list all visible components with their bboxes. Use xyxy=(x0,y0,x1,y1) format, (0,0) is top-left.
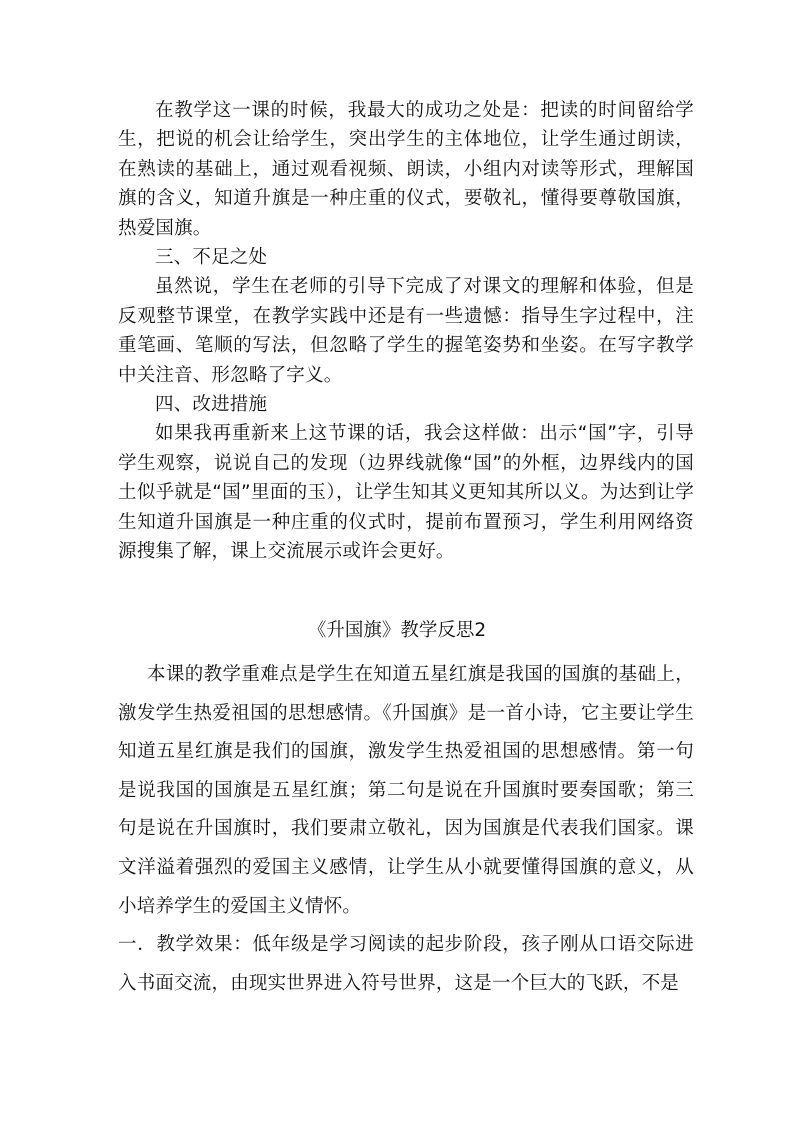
reflection-section-1 xyxy=(118,96,694,567)
document-title-2: 《升国旗》教学反思2 xyxy=(307,620,487,641)
heading-improvements: 四、改进措施 xyxy=(155,394,268,416)
heading-shortcomings: 三、不足之处 xyxy=(155,247,268,269)
paragraph-improvements: 如果我再重新来上这节课的话，我会这样做：出示“国”字，引导学生观察，说说自己的发现（边界线就像“国”的外框，边界线内的国土似乎就是“国”里面的玉），让学生知其义更知其所以义。为达到让学生知道升国旗是一种庄重的仪式时，提前布置预习，学生利用网络资源搜集了解，课上交流展示或许会更好。 xyxy=(118,423,694,563)
paragraph-intro: 本课的教学重难点是学生在知道五星红旗是我国的国旗的基础上，激发学生热爱祖国的思想感情。《升国旗》是一首小诗，它主要让学生知道五星红旗是我们的国旗，激发学生热爱祖国的思想感情。第一句是说我国的国旗是五星红旗；第二句是说在升国旗时要奏国歌；第三句是说在升国旗时，我们要肃立敬礼，因为国旗是代表我们国家。课文洋溢着强烈的爱国主义感情，让学生从小就要懂得国旗的意义，从小培养学生的爱国主义情怀。 xyxy=(118,664,694,917)
paragraph-success: 在教学这一课的时候，我最大的成功之处是：把读的时间留给学生，把说的机会让给学生，突出学生的主体地位，让学生通过朗读，在熟读的基础上，通过观看视频、朗读，小组内对读等形式，理解国旗的含义，知道升旗是一种庄重的仪式，要敬礼，懂得要尊敬国旗，热爱国旗。 xyxy=(118,100,694,239)
paragraph-shortcomings: 虽然说，学生在老师的引导下完成了对课文的理解和体验，但是反观整节课堂，在教学实践中还是有一些遗憾：指导生字过程中，注重笔画、笔顺的写法，但忽略了学生的握笔姿势和坐姿。在写字教学中关注音、形忽略了字义。 xyxy=(118,276,694,386)
reflection-section-2 xyxy=(118,656,694,1003)
paragraph-teaching-effect: 一．教学效果：低年级是学习阅读的起步阶段，孩子刚从口语交际进入书面交流，由现实世界进入符号世界，这是一个巨大的飞跃，不是 xyxy=(118,934,694,994)
